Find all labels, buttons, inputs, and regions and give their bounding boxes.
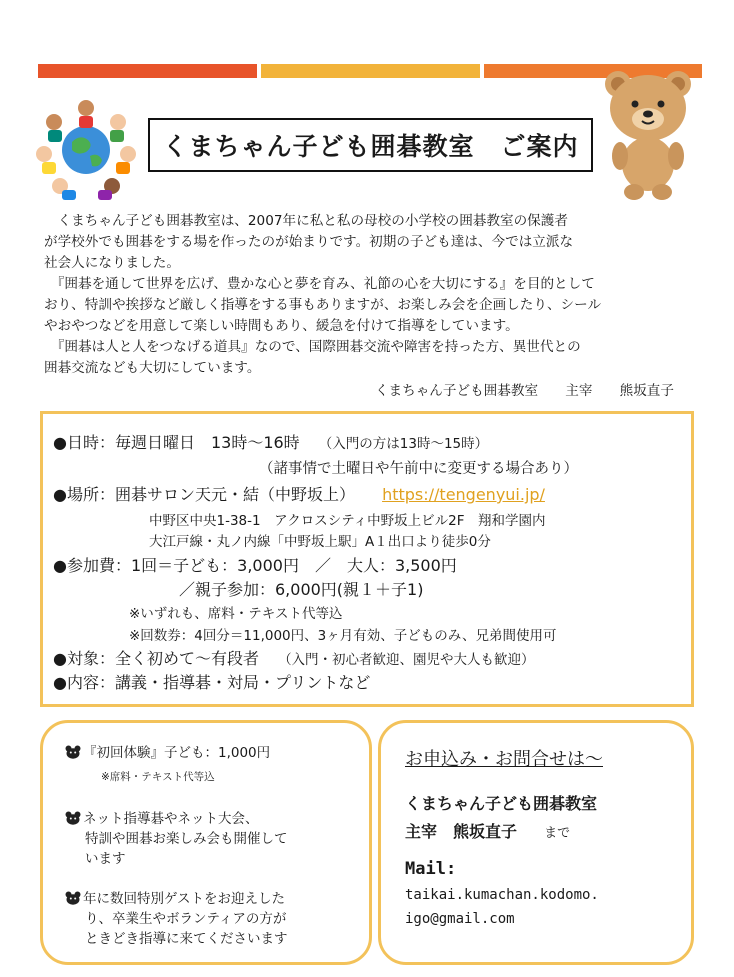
page-title: くまちゃん子ども囲碁教室 ご案内 xyxy=(148,118,593,172)
intro-line: 『囲碁を通して世界を広げ、豊かな心と夢を育み、礼節の心を大切にする』を目的として xyxy=(44,276,595,292)
target-label: ●対象：全く初めて～有段者 xyxy=(53,649,259,668)
fee-note1: ※いずれも、席料・テキスト代等込 xyxy=(129,606,343,622)
intro-line: くまちゃん子ども囲碁教室は、2007年に私と私の母校の小学校の囲碁教室の保護者 xyxy=(44,213,568,229)
online-line: ネット指導碁やネット大会、 xyxy=(83,811,259,827)
bear-face-icon xyxy=(65,811,81,825)
online-row xyxy=(65,809,259,829)
target-note: （入門・初心者歓迎、園児や大人も歓迎） xyxy=(278,652,535,668)
address: 中野区中央1-38-1 アクロスシティ中野坂上ビル2F 翔和学園内 xyxy=(149,513,546,529)
contact-box xyxy=(378,720,694,965)
bear-face-icon xyxy=(65,745,81,759)
intro-line: やおやつなどを用意して楽しい時間もあり、緩急を付けて指導をしています。 xyxy=(44,318,519,334)
intro-line: が学校外でも囲碁をする場を作ったのが始まりです。初期の子ども達は、今では立派な xyxy=(44,234,574,250)
trial-note: ※席料・テキスト代等込 xyxy=(101,771,215,783)
datetime-change: （諸事情で土曜日や午前中に変更する場合あり） xyxy=(259,461,578,477)
intro-line: 『囲碁は人と人をつなげる道具』なので、国際囲碁交流や障害を持った方、異世代との xyxy=(44,339,581,355)
trial-row xyxy=(65,743,270,763)
intro-text xyxy=(44,211,684,402)
intro-line: おり、特訓や挨拶など厳しく指導をする事もありますが、お楽しみ会を企画したり、シール xyxy=(44,297,602,313)
target-row xyxy=(53,648,535,671)
trial-box xyxy=(40,720,372,965)
guest-line: ときどき指導に来てくださいます xyxy=(85,931,288,947)
place-label: ●場所：囲碁サロン天元・結（中野坂上） xyxy=(53,485,355,504)
place-row xyxy=(53,484,545,506)
guest-line: 年に数回特別ゲストをお迎えした xyxy=(83,891,285,907)
bear-face-icon xyxy=(65,891,81,905)
mail-label: Mail: xyxy=(405,859,457,879)
contact-person: 主宰 熊坂直子 xyxy=(405,822,518,841)
datetime-label: ●日時：毎週日曜日 13時～16時 xyxy=(53,433,300,452)
contact-person-row xyxy=(405,819,570,842)
bear-illustration xyxy=(598,66,698,202)
guest-row xyxy=(65,889,285,909)
datetime-note: （入門の方は13時～15時） xyxy=(318,436,489,452)
access: 大江戸線・丸ノ内線「中野坂上駅」A１出口より徒歩0分 xyxy=(149,534,491,550)
contact-suffix: まで xyxy=(544,826,571,841)
header-bar-yellow xyxy=(261,64,480,78)
intro-line: 社会人になりました。 xyxy=(44,255,180,271)
contact-org: くまちゃん子ども囲碁教室 xyxy=(405,794,598,813)
children-globe-illustration xyxy=(32,96,140,204)
online-line: 特訓や囲碁お楽しみ会も開催して xyxy=(85,831,288,847)
contact-heading: お申込み・お問合せは～ xyxy=(405,749,603,770)
mail-address-line1[interactable]: taikai.kumachan.kodomo. xyxy=(405,887,599,903)
header-bar-red xyxy=(38,64,257,78)
intro-line: 囲碁交流なども大切にしています。 xyxy=(44,360,261,376)
fee-line2: ／親子参加：6,000円(親１＋子1) xyxy=(179,580,424,599)
online-line: います xyxy=(85,851,126,867)
fee-note2: ※回数券：4回分＝11,000円、3ヶ月有効、子どものみ、兄弟間使用可 xyxy=(129,628,557,644)
info-box xyxy=(40,411,694,707)
mail-address-line2[interactable]: igo@gmail.com xyxy=(405,911,515,927)
trial-text: 『初回体験』子ども：1,000円 xyxy=(83,745,271,761)
fee-line1: ●参加費：1回＝子ども：3,000円 ／ 大人：3,500円 xyxy=(53,556,457,575)
guest-line: り、卒業生やボランティアの方が xyxy=(85,911,287,927)
datetime-row xyxy=(53,432,488,455)
signature: くまちゃん子ども囲碁教室 主宰 熊坂直子 xyxy=(374,383,674,399)
content-row: ●内容：講義・指導碁・対局・プリントなど xyxy=(53,673,371,692)
place-url-link[interactable]: https://tengenyui.jp/ xyxy=(382,485,545,504)
